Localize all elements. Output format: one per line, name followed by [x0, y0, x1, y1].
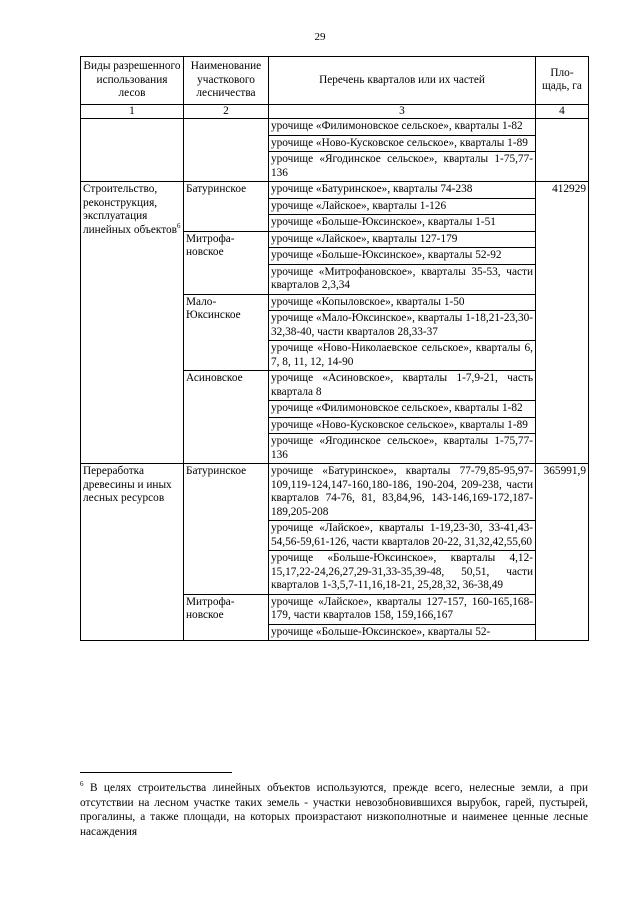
quarters-cell: урочище «Лайское», кварталы 1-126	[269, 198, 536, 215]
table-header-row	[81, 57, 589, 105]
table-row	[81, 464, 589, 521]
area-cell: 412929	[536, 182, 589, 371]
quarters-cell: урочище «Филимоновское сельское», кварталы 1-82	[269, 401, 536, 418]
forestry-cell: Мало-Юксинское	[184, 294, 269, 371]
header-area: Пло-щадь, га	[536, 57, 589, 105]
quarters-cell: урочище «Ново-Кусковское сельское», кварталы 1-89	[269, 417, 536, 434]
column-number: 4	[536, 104, 589, 119]
use-type-cell: Переработка древесины и иных лесных ресурсов	[81, 464, 184, 641]
quarters-cell: урочище «Копыловское», кварталы 1-50	[269, 294, 536, 311]
header-use-type: Виды разрешенного использования лесов	[81, 57, 184, 105]
header-forestry: Наименование участкового лесничества	[184, 57, 269, 105]
table-row	[81, 182, 589, 199]
forestry-cell: Батуринское	[184, 182, 269, 232]
quarters-cell: урочище «Филимоновское сельское», кварталы 1-82	[269, 119, 536, 136]
footnote-divider	[80, 772, 232, 773]
page-number: 29	[314, 31, 326, 43]
forestry-cell: Митрофа-новское	[184, 231, 269, 294]
footnote-mark: 6	[80, 780, 84, 789]
header-quarters: Перечень кварталов или их частей	[269, 57, 536, 105]
column-number: 3	[269, 104, 536, 119]
quarters-cell: урочище «Ягодинское сельское», кварталы 1-75,77-136	[269, 152, 536, 182]
quarters-cell: урочище «Лайское», кварталы 127-157, 160-165,168-179, части кварталов 158, 159,166,167	[269, 594, 536, 624]
quarters-cell: урочище «Ново-Николаевское сельское», кварталы 6, 7, 8, 11, 12, 14-90	[269, 341, 536, 371]
quarters-cell: урочище «Ново-Кусковское сельское», кварталы 1-89	[269, 135, 536, 152]
quarters-cell: урочище «Больше-Юксинское», кварталы 1-51	[269, 215, 536, 232]
forestry-cell: Асиновское	[184, 371, 269, 464]
quarters-cell: урочище «Больше-Юксинское», кварталы 52-	[269, 624, 536, 641]
table-row	[81, 371, 589, 401]
quarters-cell: урочище «Батуринское», кварталы 74-238	[269, 182, 536, 199]
quarters-cell: урочище «Больше-Юксинское», кварталы 52-92	[269, 248, 536, 265]
use-type-text: Строительство, реконструкция, эксплуатация линейных объектов	[83, 183, 177, 236]
footnote-text: В целях строительства линейных объектов используются, прежде всего, нелесные земли, а при отсутствии на лесном участке таких земель - участки невозобновившихся вырубок, гарей, пустырей, прогалины, а также площади, на которых произрастают низкополнотные и наименее ценные лесные насаждения	[80, 782, 588, 838]
use-type-cell-continued	[81, 119, 184, 182]
use-type-cell-continued	[81, 371, 184, 464]
forestry-cell: Батуринское	[184, 464, 269, 595]
use-type-cell	[81, 182, 184, 371]
quarters-cell: урочище «Мало-Юксинское», кварталы 1-18,21-23,30-32,38-40, части кварталов 28,33-37	[269, 311, 536, 341]
quarters-cell: урочище «Ягодинское сельское», кварталы 1-75,77-136	[269, 434, 536, 464]
forest-use-table	[80, 56, 589, 641]
quarters-cell: урочище «Больше-Юксинское», кварталы 4,12-15,17,22-24,26,27,29-31,33-35,39-48, 50,51, части кварталов 1-3,5,7-11,16,18-21, 25,28,32, 36-38,49	[269, 551, 536, 595]
footnote-reference: 6	[176, 221, 181, 230]
quarters-cell: урочище «Лайское», кварталы 1-19,23-30, 33-41,43-54,56-59,61-126, части кварталов 20-22, 31,32,42,55,60	[269, 521, 536, 551]
quarters-cell: урочище «Асиновское», кварталы 1-7,9-21, часть квартала 8	[269, 371, 536, 401]
column-number-row	[81, 104, 589, 119]
area-cell-continued	[536, 119, 589, 182]
column-number: 1	[81, 104, 184, 119]
area-cell-continued	[536, 371, 589, 464]
quarters-cell: урочище «Митрофановское», кварталы 35-53, части кварталов 2,3,34	[269, 264, 536, 294]
column-number: 2	[184, 104, 269, 119]
table-row	[81, 119, 589, 136]
area-cell: 365991,9	[536, 464, 589, 641]
quarters-cell: урочище «Батуринское», кварталы 77-79,85-95,97-109,119-124,147-160,180-186, 190-204, 209-238, части кварталов 74-76, 81, 83,84,96, 143-146,169-172,187-189,205-208	[269, 464, 536, 521]
forestry-cell: Митрофа-новское	[184, 594, 269, 641]
footnote	[80, 781, 588, 839]
forestry-cell-continued	[184, 119, 269, 182]
quarters-cell: урочище «Лайское», кварталы 127-179	[269, 231, 536, 248]
